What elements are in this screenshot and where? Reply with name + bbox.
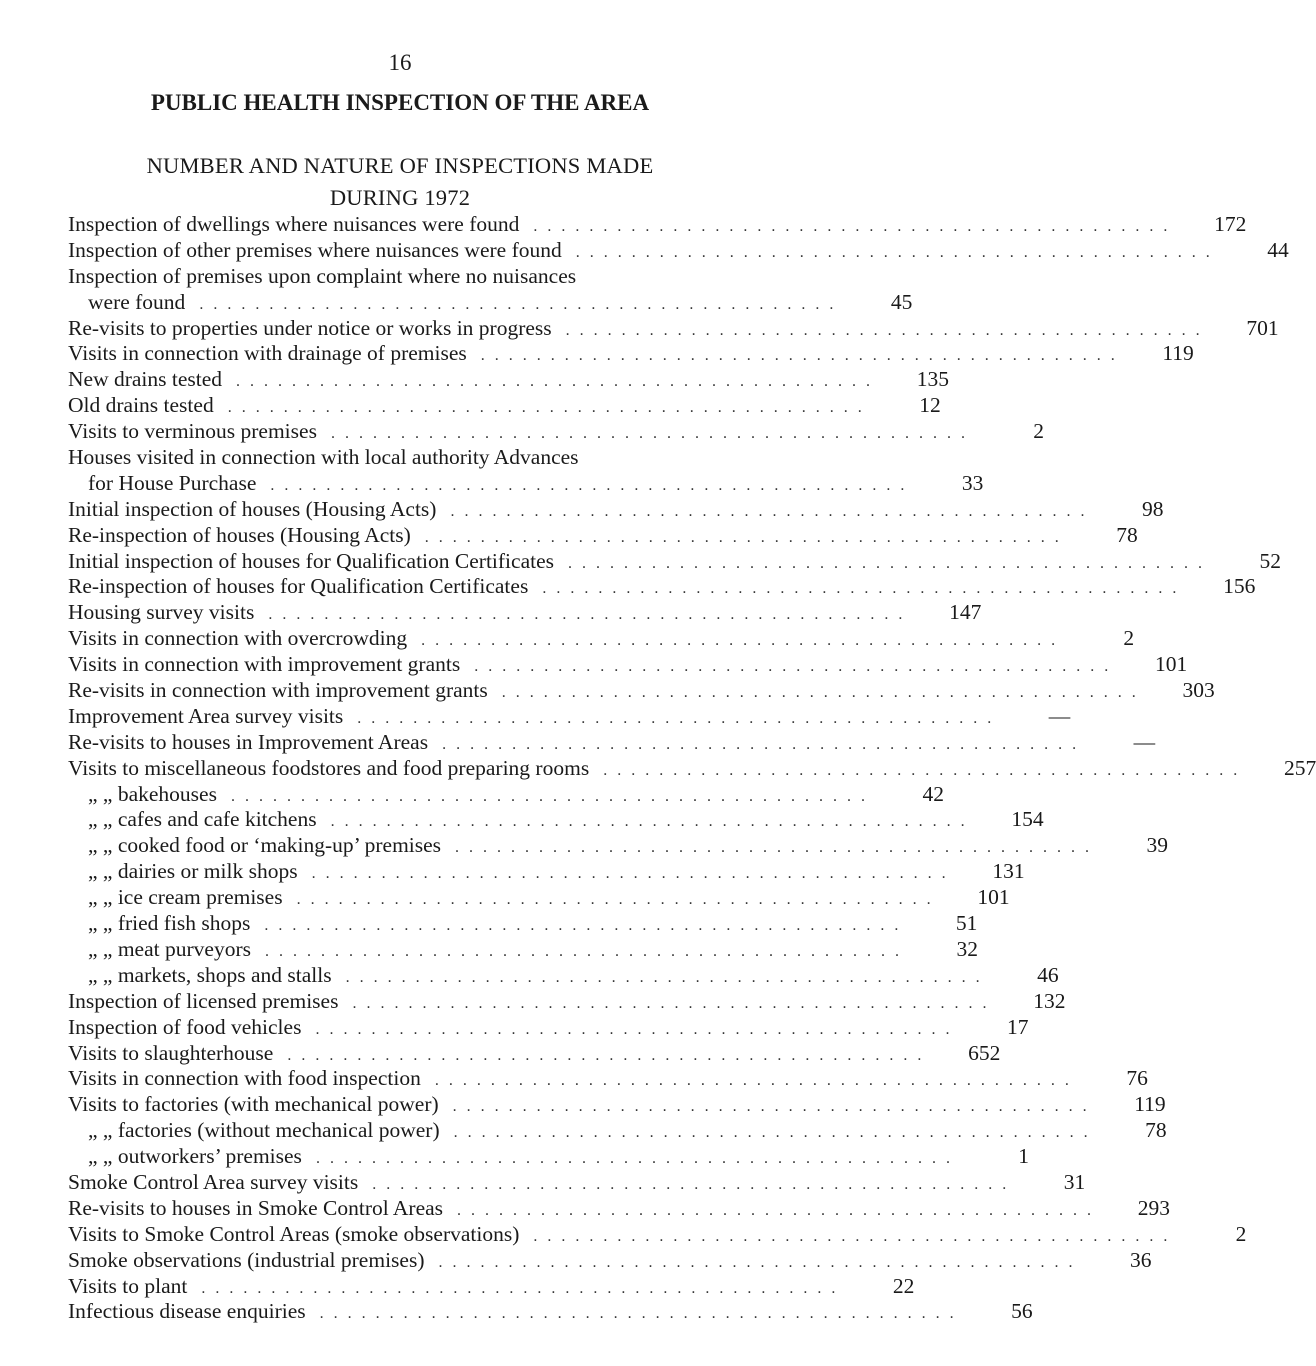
item-count: 78 [1116, 522, 1138, 547]
list-item [68, 600, 982, 626]
item-count: 44 [1267, 237, 1289, 262]
item-label: Improvement Area survey visits [68, 703, 344, 728]
list-item [68, 755, 1316, 782]
list-item [68, 1066, 1148, 1092]
item-label: Visits in connection with overcrowding [68, 626, 408, 651]
dot-leader: . . . . . . . . . . . . . . . . . . . . . . . . . . . . . . . . . . . . . . . . . . . . . . [315, 1020, 953, 1038]
item-label: „ „ factories (without mechanical power) [88, 1118, 440, 1143]
item-count: — [1048, 703, 1071, 728]
item-label: Re-visits to houses in Smoke Control Areas [68, 1195, 444, 1220]
dot-leader: . . . . . . . . . . . . . . . . . . . . . . . . . . . . . . . . . . . . . . . . . . . . . . [315, 1150, 953, 1168]
item-count: 132 [1033, 988, 1066, 1013]
item-count: 135 [916, 367, 950, 392]
item-count: 52 [1259, 548, 1281, 573]
list-item [68, 1014, 1029, 1041]
list-item [68, 289, 913, 316]
dot-leader: . . . . . . . . . . . . . . . . . . . . . . . . . . . . . . . . . . . . . . . . . . . . . . [450, 502, 1088, 520]
item-label: Re-inspection of houses (Housing Acts) [68, 522, 411, 547]
list-item [68, 367, 950, 393]
item-count: — [1133, 729, 1156, 754]
item-count: 46 [1037, 962, 1059, 987]
list-item [68, 626, 1135, 652]
item-label: „ „ ice cream premises [88, 885, 283, 910]
dot-leader: . . . . . . . . . . . . . . . . . . . . . . . . . . . . . . . . . . . . . . . . . . . . . . [457, 1201, 1095, 1219]
list-item [68, 237, 1289, 264]
item-label: „ „ fried fish shops [88, 911, 251, 936]
item-label: Houses visited in connection with local authority Advances [68, 445, 579, 470]
dot-leader: . . . . . . . . . . . . . . . . . . . . . . . . . . . . . . . . . . . . . . . . . . . . . . [480, 347, 1118, 365]
dot-leader: . . . . . . . . . . . . . . . . . . . . . . . . . . . . . . . . . . . . . . . . . . . . . . [264, 917, 902, 935]
list-item [68, 885, 1010, 911]
item-label: Visits in connection with food inspection [68, 1066, 421, 1091]
dot-leader: . . . . . . . . . . . . . . . . . . . . . . . . . . . . . . . . . . . . . . . . . . . . . . [542, 580, 1180, 598]
item-label: Visits to verminous premises [68, 419, 317, 444]
list-item [68, 781, 944, 808]
item-count: 33 [961, 470, 984, 495]
dot-leader: . . . . . . . . . . . . . . . . . . . . . . . . . . . . . . . . . . . . . . . . . . . . . . [575, 243, 1213, 261]
list-item [68, 548, 1281, 575]
item-count: 701 [1246, 315, 1279, 340]
list-item [68, 1221, 1247, 1248]
dot-leader: . . . . . . . . . . . . . . . . . . . . . . . . . . . . . . . . . . . . . . . . . . . . . . [438, 1253, 1076, 1271]
list-item [68, 1273, 915, 1300]
dot-leader: . . . . . . . . . . . . . . . . . . . . . . . . . . . . . . . . . . . . . . . . . . . . . . [565, 321, 1203, 339]
item-count: 101 [1154, 652, 1188, 677]
item-label: Re-visits to houses in Improvement Areas [68, 729, 429, 754]
item-count: 101 [977, 885, 1010, 910]
dot-leader: . . . . . . . . . . . . . . . . . . . . . . . . . . . . . . . . . . . . . . . . . . . . . . [421, 632, 1059, 650]
item-count: 154 [1011, 807, 1044, 832]
list-item [68, 496, 1164, 523]
item-label: Visits in connection with drainage of premises [68, 341, 467, 366]
dot-leader: . . . . . . . . . . . . . . . . . . . . . . . . . . . . . . . . . . . . . . . . . . . . . . [270, 476, 908, 494]
item-label: Inspection of other premises where nuisances were found [68, 237, 562, 262]
item-count: 257 [1283, 755, 1316, 780]
item-count: 156 [1223, 574, 1256, 599]
dot-leader: . . . . . . . . . . . . . . . . . . . . . . . . . . . . . . . . . . . . . . . . . . . . . . [230, 787, 868, 805]
item-label: Inspection of premises upon complaint where no nuisances [68, 263, 577, 288]
item-count: 293 [1137, 1195, 1171, 1220]
item-label: „ „ outworkers’ premises [88, 1144, 302, 1169]
item-count: 42 [922, 781, 944, 806]
list-item [68, 574, 1256, 600]
list-item [68, 445, 740, 471]
list-item [68, 911, 978, 937]
dot-leader: . . . . . . . . . . . . . . . . . . . . . . . . . . . . . . . . . . . . . . . . . . . . . . [268, 606, 906, 624]
page-number: 16 [388, 50, 412, 75]
item-label: „ „ dairies or milk shops [88, 859, 298, 884]
item-label: Inspection of licensed premises [68, 988, 339, 1013]
item-label: Re-visits in connection with improvement grants [68, 678, 488, 703]
dot-leader: . . . . . . . . . . . . . . . . . . . . . . . . . . . . . . . . . . . . . . . . . . . . . . [201, 1279, 839, 1297]
page-title: PUBLIC HEALTH INSPECTION OF THE AREA [150, 90, 650, 115]
dot-leader: . . . . . . . . . . . . . . . . . . . . . . . . . . . . . . . . . . . . . . . . . . . . . . [264, 942, 902, 960]
item-label: Inspection of dwellings where nuisances were found [68, 212, 520, 236]
list-item [68, 1169, 1086, 1196]
item-label: Old drains tested [68, 393, 214, 418]
item-count: 39 [1146, 833, 1169, 858]
item-label: Housing survey visits [68, 600, 255, 625]
dot-leader: . . . . . . . . . . . . . . . . . . . . . . . . . . . . . . . . . . . . . . . . . . . . . . [452, 1098, 1090, 1116]
dot-leader: . . . . . . . . . . . . . . . . . . . . . . . . . . . . . . . . . . . . . . . . . . . . . . [227, 399, 865, 417]
list-item [68, 678, 1215, 704]
dot-leader: . . . . . . . . . . . . . . . . . . . . . . . . . . . . . . . . . . . . . . . . . . . . . . [453, 1124, 1091, 1142]
section-title-line-1: NUMBER AND NATURE OF INSPECTIONS MADE [146, 153, 654, 178]
list-item [68, 962, 1059, 989]
dot-leader: . . . . . . . . . . . . . . . . . . . . . . . . . . . . . . . . . . . . . . . . . . . . . . [533, 1227, 1171, 1245]
item-count: 303 [1182, 678, 1215, 703]
list-item [68, 652, 1188, 678]
list-item [68, 341, 1194, 367]
item-count: 119 [1162, 341, 1194, 366]
item-count: 32 [956, 936, 978, 961]
item-label: Initial inspection of houses (Housing Acts) [68, 496, 437, 521]
dot-leader: . . . . . . . . . . . . . . . . . . . . . . . . . . . . . . . . . . . . . . . . . . . . . . [352, 994, 990, 1012]
item-count: 1 [1018, 1144, 1029, 1169]
list-item [68, 1040, 1001, 1067]
item-count: 172 [1214, 212, 1247, 236]
item-label: for House Purchase [88, 470, 257, 495]
item-label: Visits in connection with improvement grants [68, 652, 461, 677]
dot-leader: . . . . . . . . . . . . . . . . . . . . . . . . . . . . . . . . . . . . . . . . . . . . . . [533, 218, 1171, 235]
item-count: 12 [919, 393, 941, 418]
section-title-line-2: DURING 1972 [329, 185, 471, 210]
section-title [0, 150, 800, 214]
item-label: Visits to plant [68, 1273, 188, 1298]
dot-leader: . . . . . . . . . . . . . . . . . . . . . . . . . . . . . . . . . . . . . . . . . . . . . . [311, 865, 949, 883]
item-count: 147 [949, 600, 982, 625]
list-item [68, 833, 1169, 859]
item-label: Smoke Control Area survey visits [68, 1169, 359, 1194]
list-item [68, 807, 1044, 833]
item-count: 22 [892, 1273, 915, 1298]
item-count: 31 [1063, 1169, 1086, 1194]
item-label: Infectious disease enquiries [68, 1299, 306, 1324]
dot-leader: . . . . . . . . . . . . . . . . . . . . . . . . . . . . . . . . . . . . . . . . . . . . . . [345, 968, 983, 986]
list-item [68, 470, 984, 497]
dot-leader: . . . . . . . . . . . . . . . . . . . . . . . . . . . . . . . . . . . . . . . . . . . . . . [330, 813, 968, 831]
item-label: „ „ bakehouses [88, 781, 217, 806]
dot-leader: . . . . . . . . . . . . . . . . . . . . . . . . . . . . . . . . . . . . . . . . . . . . . . [199, 295, 837, 313]
item-label: Smoke observations (industrial premises) [68, 1247, 425, 1272]
list-item [68, 315, 1279, 342]
list-item [68, 393, 941, 419]
item-count: 2 [1033, 419, 1044, 444]
dot-leader: . . . . . . . . . . . . . . . . . . . . . . . . . . . . . . . . . . . . . . . . . . . . . . [330, 425, 968, 443]
item-label: „ „ cooked food or ‘making-up’ premises [88, 833, 442, 858]
item-label: Visits to slaughterhouse [68, 1040, 274, 1065]
dot-leader: . . . . . . . . . . . . . . . . . . . . . . . . . . . . . . . . . . . . . . . . . . . . . . [372, 1175, 1010, 1193]
item-label: Inspection of food vehicles [68, 1014, 302, 1039]
list-item [68, 264, 740, 290]
dot-leader: . . . . . . . . . . . . . . . . . . . . . . . . . . . . . . . . . . . . . . . . . . . . . . [474, 658, 1112, 676]
list-item [68, 1092, 1166, 1118]
item-count: 652 [968, 1040, 1001, 1065]
inspection-list [68, 212, 1316, 1325]
item-count: 17 [1006, 1014, 1029, 1039]
item-label: Re-inspection of houses for Qualification Certificates [68, 574, 529, 599]
item-count: 119 [1134, 1092, 1166, 1117]
list-item [68, 1247, 1152, 1274]
dot-leader: . . . . . . . . . . . . . . . . . . . . . . . . . . . . . . . . . . . . . . . . . . . . . . [442, 735, 1080, 753]
list-item [68, 988, 1066, 1015]
list-item [68, 212, 1247, 238]
list-item [68, 936, 978, 963]
dot-leader: . . . . . . . . . . . . . . . . . . . . . . . . . . . . . . . . . . . . . . . . . . . . . . [434, 1072, 1072, 1090]
list-item [68, 522, 1138, 549]
item-label: Initial inspection of houses for Qualification Certificates [68, 548, 554, 573]
item-label: „ „ markets, shops and stalls [88, 962, 332, 987]
item-count: 45 [890, 289, 913, 314]
item-label: Visits to miscellaneous foodstores and food preparing rooms [68, 755, 590, 780]
dot-leader: . . . . . . . . . . . . . . . . . . . . . . . . . . . . . . . . . . . . . . . . . . . . . . [455, 839, 1093, 857]
list-item [68, 859, 1025, 885]
item-count: 2 [1123, 626, 1135, 651]
dot-leader: . . . . . . . . . . . . . . . . . . . . . . . . . . . . . . . . . . . . . . . . . . . . . . [501, 684, 1139, 702]
dot-leader: . . . . . . . . . . . . . . . . . . . . . . . . . . . . . . . . . . . . . . . . . . . . . . [296, 891, 934, 909]
item-label: were found [88, 289, 186, 314]
list-item [68, 729, 1156, 756]
item-count: 51 [955, 911, 978, 936]
item-count: 78 [1145, 1118, 1167, 1143]
dot-leader: . . . . . . . . . . . . . . . . . . . . . . . . . . . . . . . . . . . . . . . . . . . . . . [357, 709, 995, 727]
item-count: 56 [1011, 1299, 1033, 1324]
item-count: 36 [1129, 1247, 1152, 1272]
dot-leader: . . . . . . . . . . . . . . . . . . . . . . . . . . . . . . . . . . . . . . . . . . . . . . [319, 1305, 957, 1323]
dot-leader: . . . . . . . . . . . . . . . . . . . . . . . . . . . . . . . . . . . . . . . . . . . . . . [236, 373, 874, 391]
item-label: Re-visits to properties under notice or works in progress [68, 315, 552, 340]
item-count: 76 [1126, 1066, 1148, 1091]
list-item [68, 1195, 1171, 1222]
item-label: Visits to Smoke Control Areas (smoke observations) [68, 1221, 520, 1246]
dot-leader: . . . . . . . . . . . . . . . . . . . . . . . . . . . . . . . . . . . . . . . . . . . . . . [287, 1046, 925, 1064]
item-count: 131 [992, 859, 1025, 884]
list-item [68, 703, 1071, 730]
list-item [68, 1299, 1033, 1325]
item-label: „ „ cafes and cafe kitchens [88, 807, 317, 832]
item-label: „ „ meat purveyors [88, 936, 251, 961]
list-item [68, 1144, 1029, 1170]
dot-leader: . . . . . . . . . . . . . . . . . . . . . . . . . . . . . . . . . . . . . . . . . . . . . . [568, 554, 1205, 572]
item-label: New drains tested [68, 367, 223, 392]
list-item [68, 419, 1044, 445]
item-count: 98 [1141, 496, 1164, 521]
item-label: Visits to factories (with mechanical power) [68, 1092, 439, 1117]
list-item [68, 1118, 1167, 1144]
dot-leader: . . . . . . . . . . . . . . . . . . . . . . . . . . . . . . . . . . . . . . . . . . . . . . [424, 528, 1062, 546]
dot-leader: . . . . . . . . . . . . . . . . . . . . . . . . . . . . . . . . . . . . . . . . . . . . . . [603, 761, 1241, 779]
item-count: 2 [1235, 1221, 1247, 1246]
